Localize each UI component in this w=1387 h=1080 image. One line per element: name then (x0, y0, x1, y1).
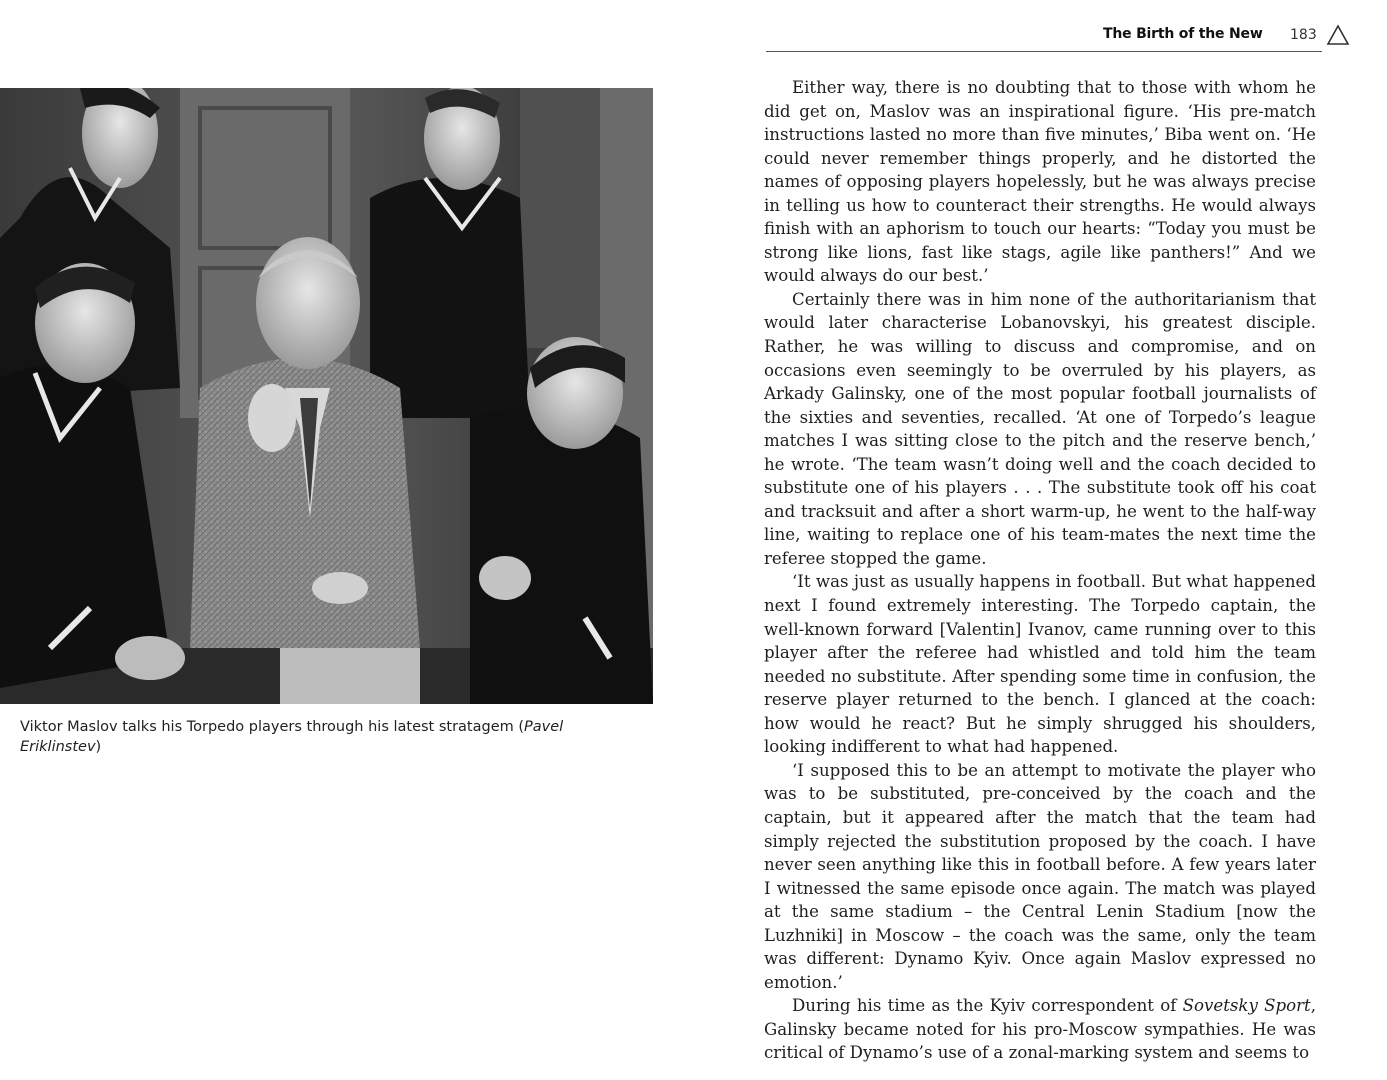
running-head (1090, 26, 1360, 50)
caption-credit: Pavel Eriklinstev (20, 719, 564, 755)
paragraph-1: Either way, there is no doubting that to those with whom he did get on, Maslov was an inspirational figure. ‘His pre-match instructions lasted no more than five minutes,’ Biba went on. ‘He could never remember things properly, and he distorted the names of opposing players hopelessly, but he was always precise in telling us how to counteract their strengths. He would always finish with an aphorism to touch our hearts: “Today you must be strong like lions, fast like stags, agile like panthers!” And we would always do our best.’ (764, 78, 1316, 286)
running-title: The Birth of the New (1103, 26, 1263, 42)
paragraph-5-end: , Galinsky became noted for his pro-Moscow sympathies. He was critical of Dynamo’s use of a zonal-marking system and seems to (764, 996, 1316, 1063)
photo-illustration (0, 88, 653, 704)
photograph (0, 88, 653, 704)
body-text (764, 76, 1316, 1065)
publication-title: Sovetsky Sport (1182, 996, 1311, 1016)
paragraph-2: Certainly there was in him none of the authoritarianism that would later characterise Lobanovskyi, his greatest disciple. Rather, he was willing to discuss and compromise, and on occasions even seemingly to be overruled by his players, as Arkady Galinsky, one of the most popular football journalists of the sixties and seventies, recalled. ‘At one of Torpedo’s league matches I was sitting close to the pitch and the reserve bench,’ he wrote. ‘The team wasn’t doing well and the coach decided to substitute one of his players . . . The substitute took off his coat and tracksuit and after a short warm-up, he went to the half-way line, waiting to replace one of his team-mates the next time the referee stopped the game. (764, 289, 1316, 568)
caption-text: Viktor Maslov talks his Torpedo players through his latest stratagem ( (20, 719, 525, 735)
paragraph-4: ‘I supposed this to be an attempt to motivate the player who was to be substituted, pre-conceived by the coach and the captain, but it appeared after the match that the team had simply rejected the substitution proposed by the coach. I have never seen anything like this in football before. A few years later I witnessed the same episode once again. The match was played at the same stadium – the Central Lenin Stadium [now the Luzhniki] in Moscow – the coach was the same, only the team was different: Dynamo Kyiv. Once again Maslov expressed no emotion.’ (764, 760, 1316, 992)
paragraph-5-start: During his time as the Kyiv correspondent of (792, 996, 1183, 1016)
header-rule (766, 51, 1322, 52)
figure-caption (20, 717, 580, 757)
paragraph-5 (764, 994, 1316, 1065)
triangle-outline-icon (1326, 24, 1350, 46)
page-number: 183 (1290, 27, 1317, 43)
caption-close: ) (95, 739, 102, 755)
paragraph-3: ‘It was just as usually happens in football. But what happened next I found extremely interesting. The Torpedo captain, the well-known forward [Valentin] Ivanov, came running over to this player after the referee had whistled and told him the team needed no substitute. After spending some time in confusion, the reserve player returned to the bench. I glanced at the coach: how would he react? But he simply shrugged his shoulders, looking indifferent to what had happened. (764, 572, 1316, 757)
